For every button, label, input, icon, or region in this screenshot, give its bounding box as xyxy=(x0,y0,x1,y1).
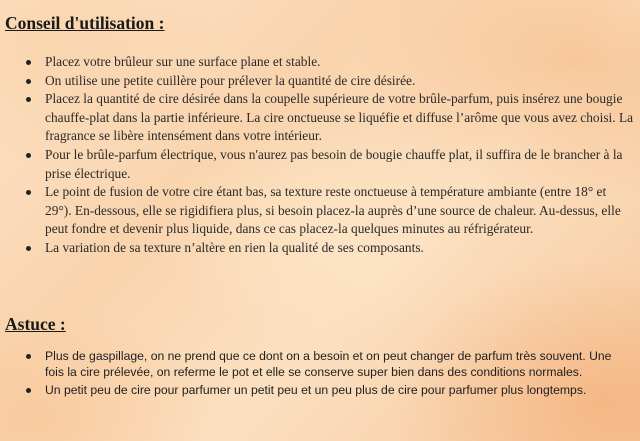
list-item: Pour le brûle-parfum électrique, vous n'aurez pas besoin de bougie chauffe plat, il suffira de le brancher à la prise électrique. xyxy=(45,146,635,183)
list-item: Plus de gaspillage, on ne prend que ce dont on a besoin et on peut changer de parfum très souvent. Une fois la cire prélevée, on referme le pot et elle se conserve super bien dans des conditions normales. xyxy=(45,348,625,380)
list-item: Un petit peu de cire pour parfumer un petit peu et un peu plus de cire pour parfumer plus longtemps. xyxy=(45,382,625,398)
astuce-list xyxy=(45,348,625,398)
conseil-heading: Conseil d'utilisation : xyxy=(5,13,165,33)
list-item: Le point de fusion de votre cire étant bas, sa texture reste onctueuse à température ambiante (entre 18° et 29°). En-dessous, elle se rigidifiera plus, si besoin placez-la auprès d’une source de chaleur. Au-dessus, elle peut fondre et devenir plus liquide, dans ce cas placez-la quelques minutes au réfrigérateur. xyxy=(45,183,635,239)
list-item: Placez la quantité de cire désirée dans la coupelle supérieure de votre brûle-parfum, puis insérez une bougie chauffe-plat dans la partie inférieure. La cire onctueuse se liquéfie et diffuse l’arôme que vous avez choisi. La fragrance se libère intensément dans votre intérieur. xyxy=(45,90,635,146)
conseil-list xyxy=(45,53,635,258)
astuce-heading: Astuce : xyxy=(5,314,66,334)
list-item: Placez votre brûleur sur une surface plane et stable. xyxy=(45,53,635,72)
list-item: La variation de sa texture n’altère en rien la qualité de ses composants. xyxy=(45,239,635,258)
list-item: On utilise une petite cuillère pour prélever la quantité de cire désirée. xyxy=(45,72,635,91)
